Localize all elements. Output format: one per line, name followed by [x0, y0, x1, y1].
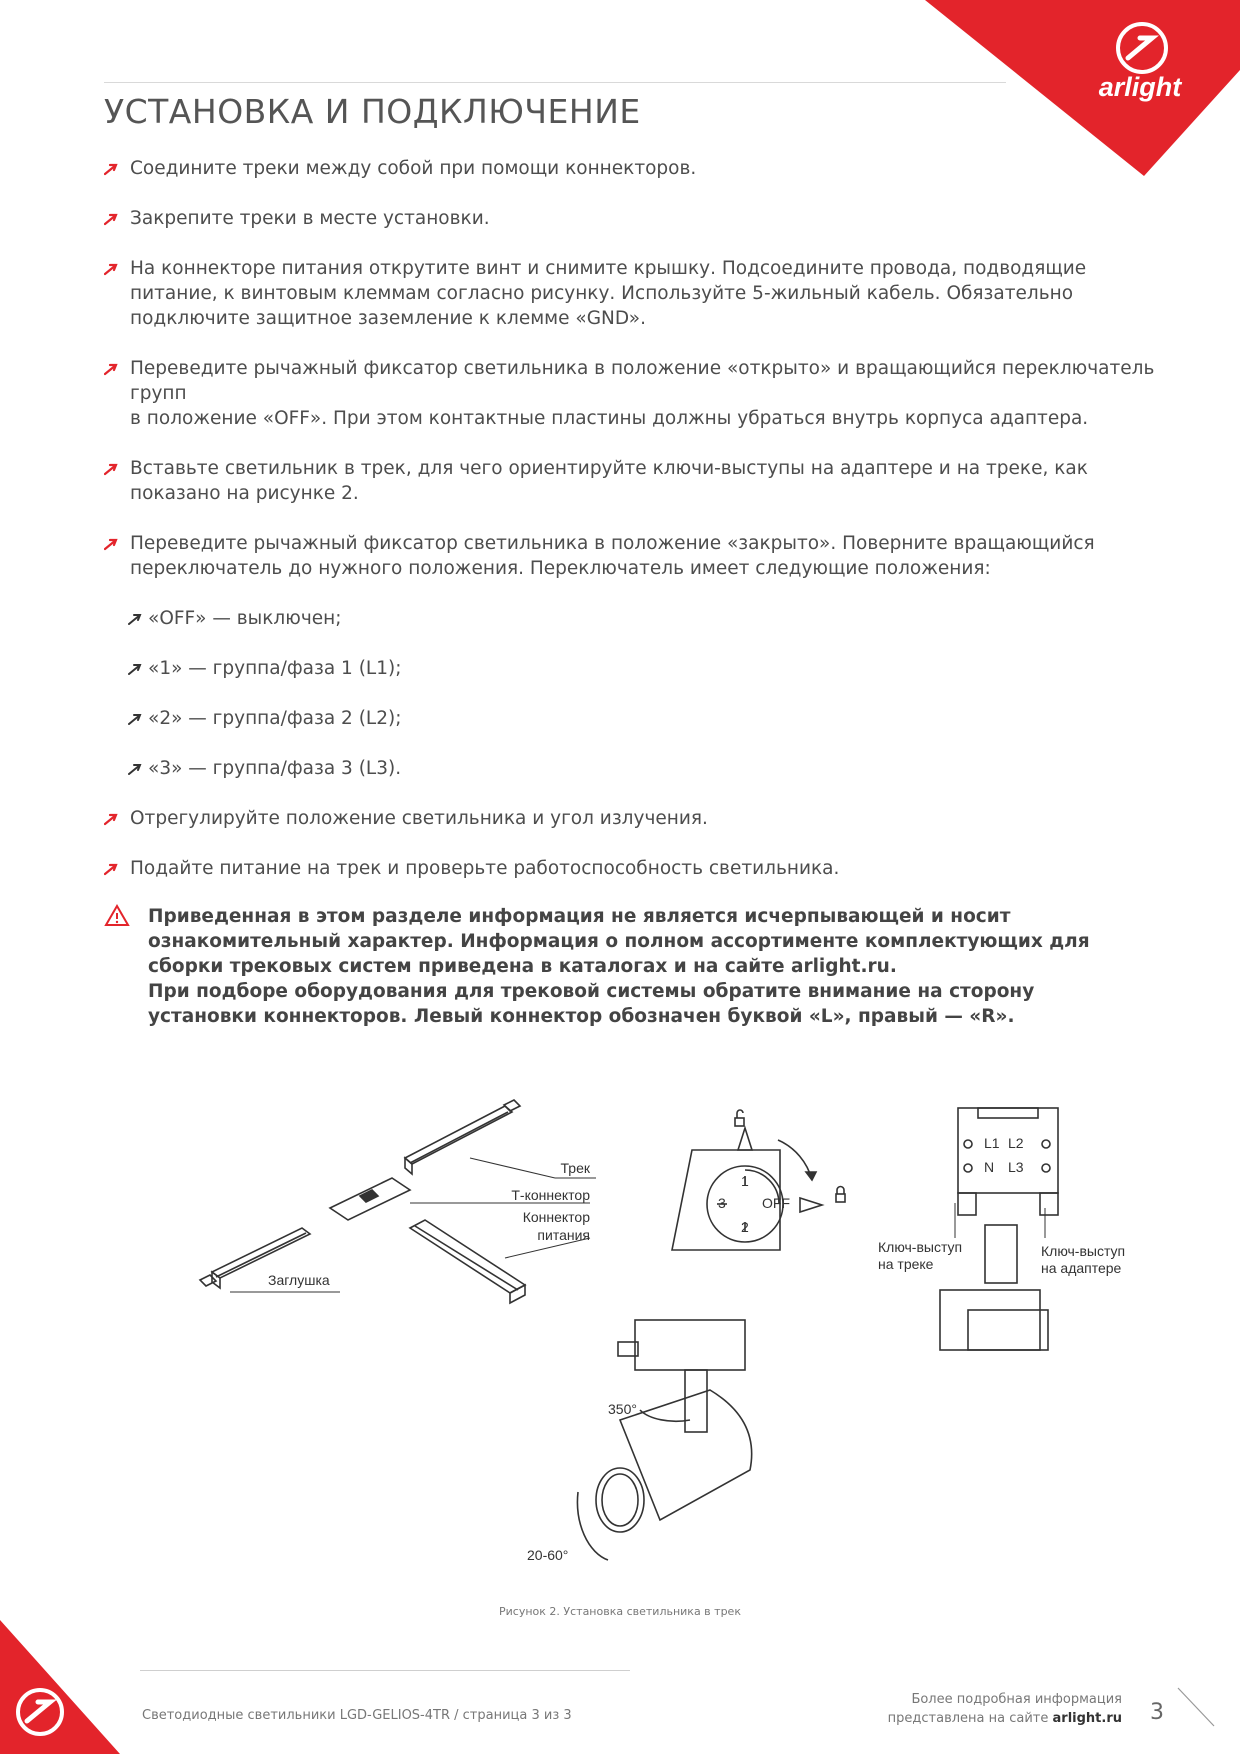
step-text: Переведите рычажный фиксатор светильника в положение «открыто» и вращающийся переключатель групп в положение «OFF». При этом контактные пластины должны убраться внутрь корпуса адаптера. — [130, 358, 1155, 429]
brand-logo-text: arlight — [1098, 72, 1182, 102]
step-text: Подайте питание на трек и проверьте работоспособность светильника. — [130, 858, 840, 879]
footer-info-line-1: Более подробная информация — [911, 1692, 1122, 1707]
label-key-adapter-2: на адаптере — [1041, 1260, 1122, 1276]
label-l2: L2 — [1008, 1135, 1024, 1151]
warning-line-2: При подборе оборудования для трековой системы обратите внимание на сторону установки коннекторов. Левый коннектор обозначен буквой «L», правый — «R». — [148, 981, 1035, 1027]
label-key-track-2: на треке — [878, 1256, 934, 1272]
label-l1: L1 — [984, 1135, 1000, 1151]
footer-info-prefix: представлена на сайте — [887, 1711, 1053, 1726]
switch-position-text: «3» — группа/фаза 3 (L3). — [148, 758, 402, 779]
step-text: Закрепите треки в месте установки. — [130, 208, 490, 229]
label-pos1: 1 — [741, 1173, 749, 1189]
footer-site-link[interactable]: arlight.ru — [1052, 1711, 1122, 1726]
label-rotation: 350° — [608, 1401, 637, 1417]
label-t-connector: Т-коннектор — [511, 1187, 590, 1203]
switch-position-text: «2» — группа/фаза 2 (L2); — [148, 708, 402, 729]
page-number: 3 — [1150, 1700, 1164, 1725]
label-track: Трек — [560, 1160, 590, 1176]
label-key-track-1: Ключ-выступ — [878, 1239, 963, 1255]
page-title: УСТАНОВКА И ПОДКЛЮЧЕНИЕ — [104, 92, 641, 131]
step-text: Соедините треки между собой при помощи коннекторов. — [130, 158, 697, 179]
label-off: OFF — [762, 1195, 790, 1211]
step-text: Переведите рычажный фиксатор светильника в положение «закрыто». Поверните вращающийся переключатель до нужного положения. Переключатель имеет следующие положения: — [130, 533, 1095, 579]
footer-document-title: Светодиодные светильники LGD-GELIOS-4TR / страница 3 из 3 — [142, 1708, 572, 1723]
warning-line-1: Приведенная в этом разделе информация не является исчерпывающей и носит ознакомительный характер. Информация о полном ассортименте комплектующих для сборки трековых систем приведена в каталогах и на сайте arlight.ru. — [148, 906, 1090, 977]
step-text: Отрегулируйте положение светильника и угол излучения. — [130, 808, 708, 829]
label-pos2: 2 — [741, 1219, 749, 1235]
label-power-connector-1: Коннектор — [522, 1209, 590, 1225]
step-text: Вставьте светильник в трек, для чего ориентируйте ключи-выступы на адаптере и на треке, как показано на рисунке 2. — [130, 458, 1088, 504]
label-pos3: 3 — [718, 1195, 726, 1211]
figure-caption: Рисунок 2. Установка светильника в трек — [499, 1605, 741, 1618]
label-n: N — [984, 1159, 995, 1175]
label-tilt: 20-60° — [527, 1547, 569, 1563]
switch-position-text: «1» — группа/фаза 1 (L1); — [148, 658, 402, 679]
label-power-connector-2: питания — [537, 1227, 590, 1243]
switch-position-text: «OFF» — выключен; — [148, 608, 342, 629]
label-l3: L3 — [1008, 1159, 1024, 1175]
step-text: На коннекторе питания открутите винт и снимите крышку. Подсоедините провода, подводящие питание, к винтовым клеммам согласно рисунку. Используйте 5-жильный кабель. Обязательно подключите защитное заземление к клемме «GND». — [130, 258, 1087, 329]
label-end-cap: Заглушка — [268, 1272, 330, 1288]
label-key-adapter-1: Ключ-выступ — [1041, 1243, 1126, 1259]
